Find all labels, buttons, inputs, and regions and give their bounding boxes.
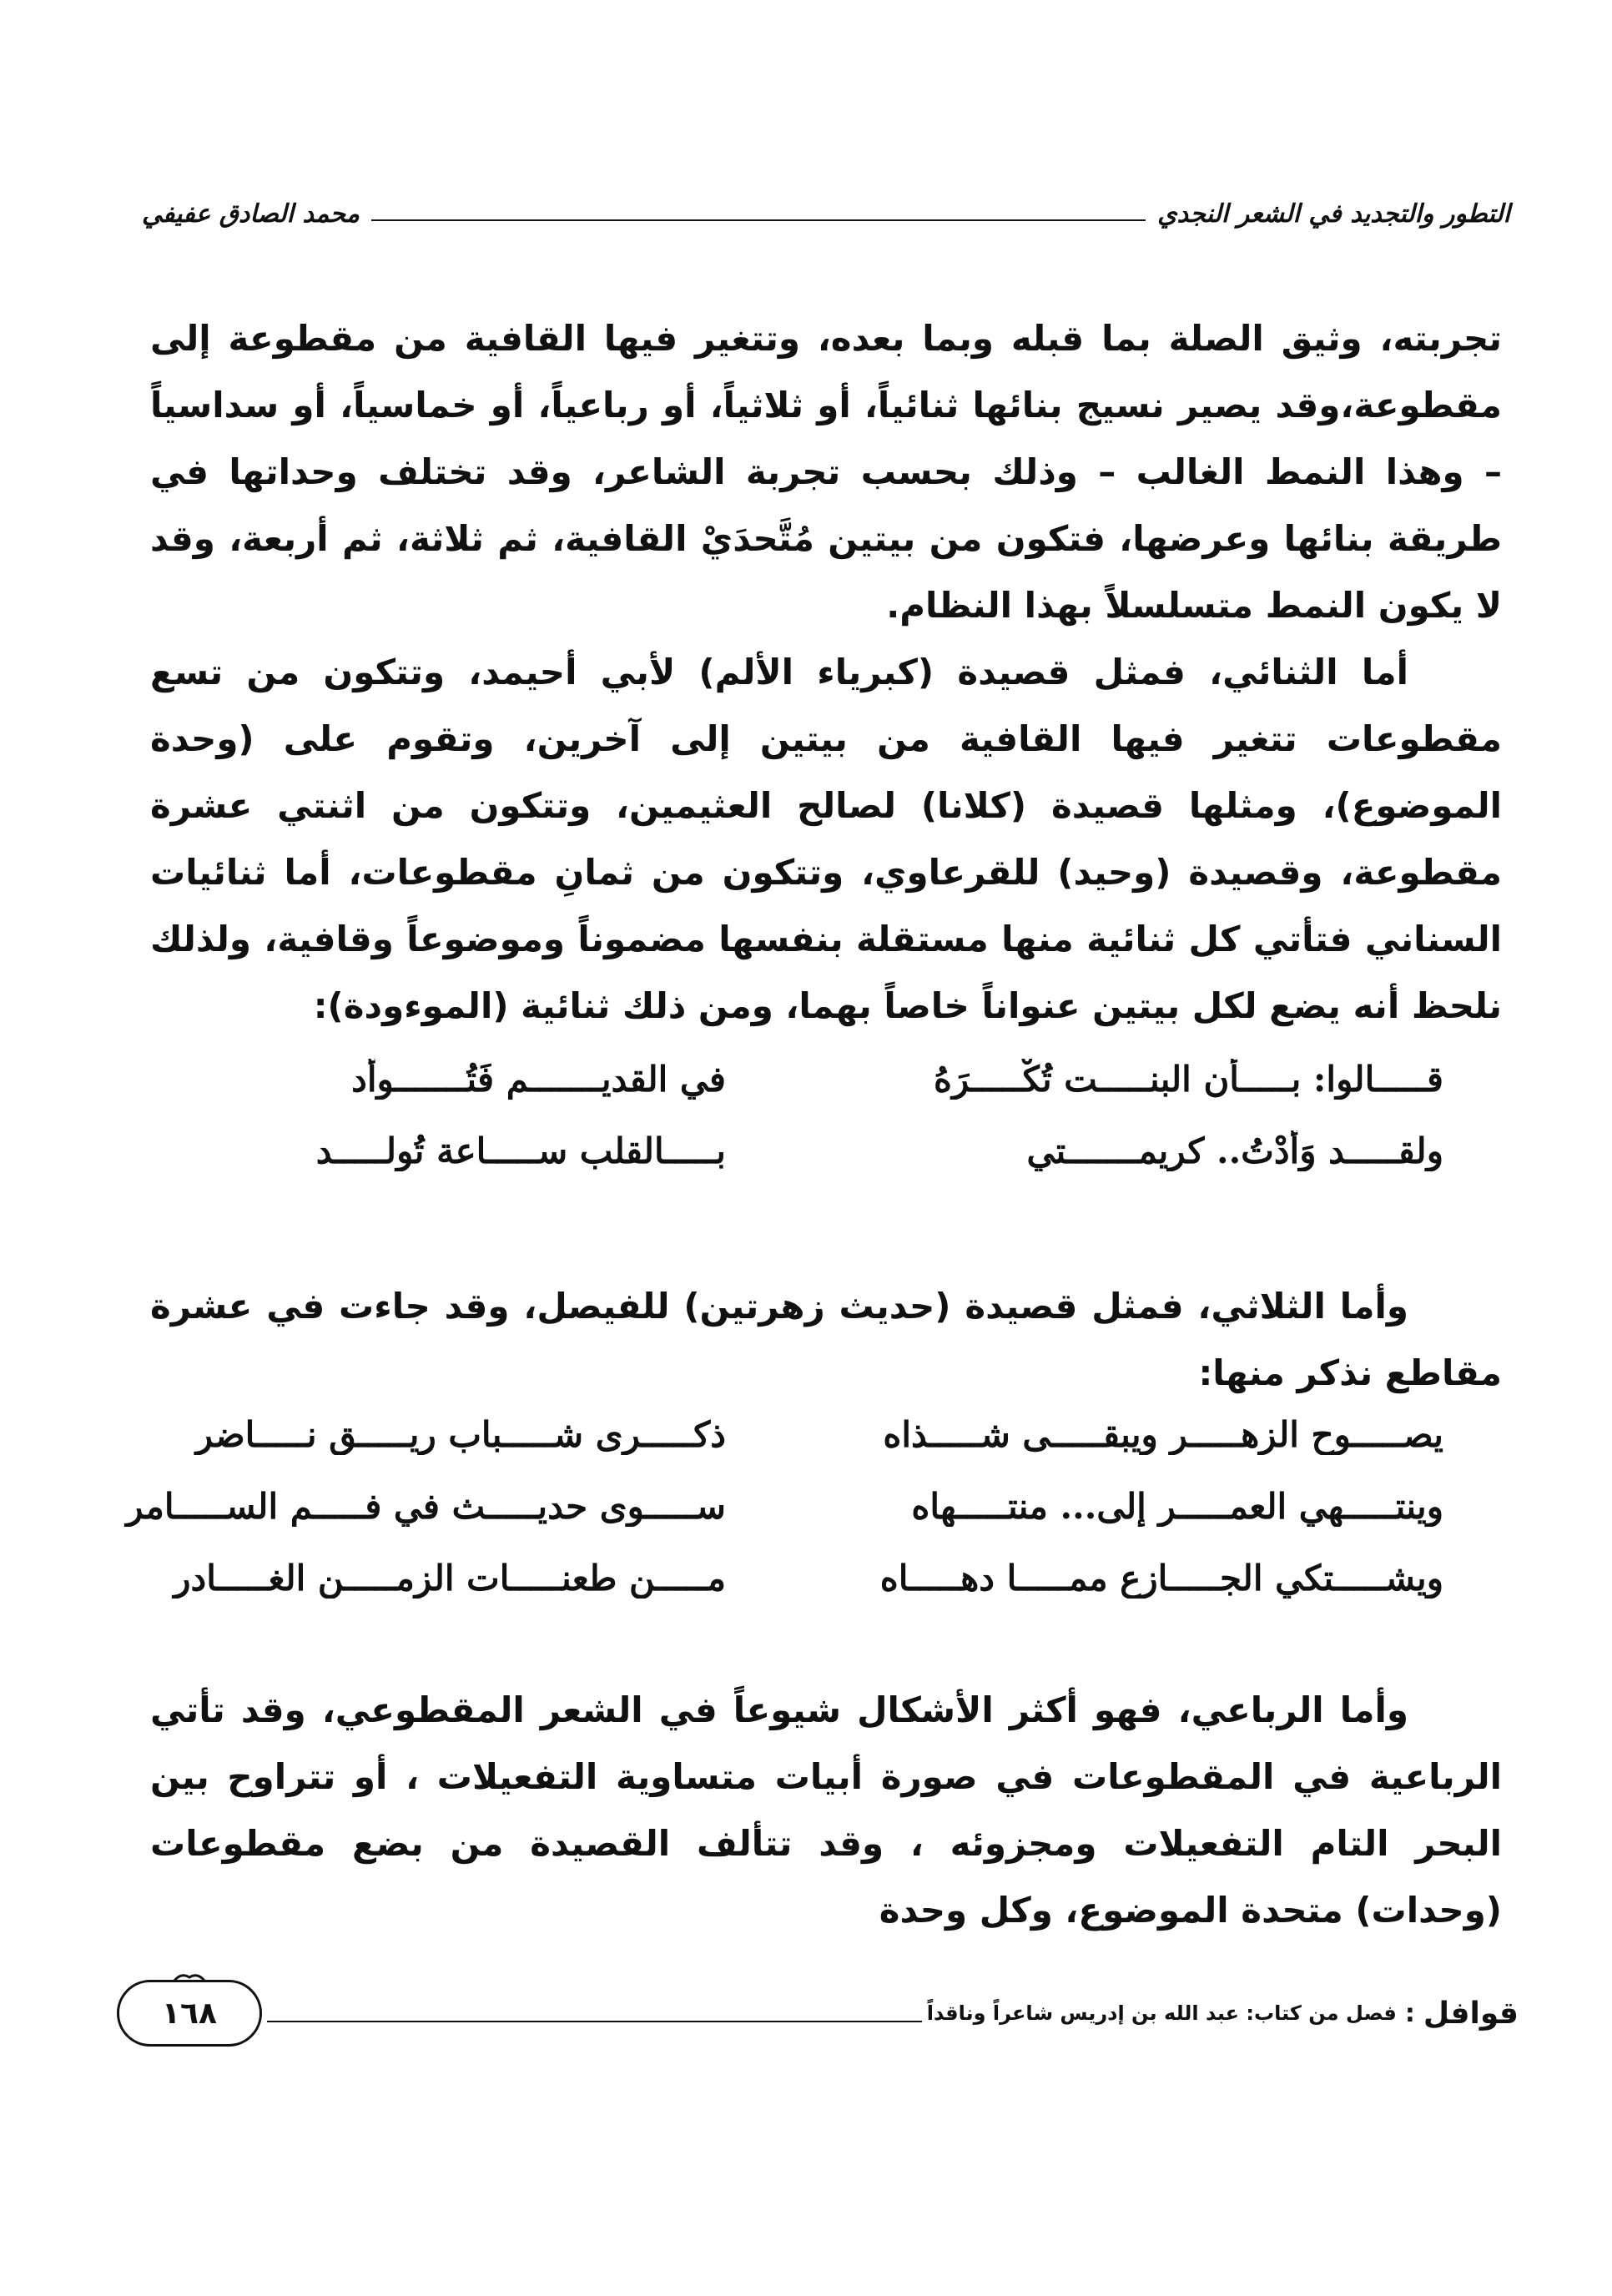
verse-line bbox=[75, 1398, 1443, 1470]
verse-second-hemistich: مـــــن طعنـــــات الزمـــــن الغـــــادر bbox=[174, 1557, 726, 1599]
page-number: ١٦٨ bbox=[162, 1996, 217, 2031]
ornament-icon bbox=[173, 1971, 206, 1982]
paragraph-4-text: وأما الرباعي، فهو أكثر الأشكال شيوعاً في الشعر المقطوعي، وقد تأتي الرباعية في المقطوعات في صورة أبيات متساوية التفعيلات ، أو تتراوح بين البحر التام التفعيلات ومجزوئه ، وقد تتألف القصيدة من بضع مقطوعات (وحدات) متحدة الموضوع، وكل وحدة bbox=[150, 1689, 1502, 1931]
footer-separator: : bbox=[1404, 1998, 1415, 2028]
footer-brand: قوافل bbox=[1423, 1996, 1519, 2031]
footer-book-title: فصل من كتاب: عبد الله بن إدريس شاعراً وناقداً bbox=[926, 2001, 1397, 2025]
footer-rule bbox=[267, 2021, 922, 2022]
page-footer bbox=[117, 1976, 1519, 2051]
verse-second-hemistich: بـــــالقلب ســـــاعة تُولـــــد bbox=[315, 1130, 726, 1171]
paragraph-4 bbox=[150, 1677, 1502, 1944]
paragraph-2-text: أما الثنائي، فمثل قصيدة (كبرياء الألم) لأبي أحيمد، وتتكون من تسع مقطوعات تتغير فيها القافية من بيتين إلى آخرين، وتقوم على (وحدة الموضوع)، ومثلها قصيدة (كلانا) لصالح العثيمين، وتتكون من اثنتي عشرة مقطوعة، وقصيدة (وحيد) للقرعاوي، وتتكون من ثمانِ مقطوعات، أما ثنائيات السناني فتأتي كل ثنائية منها مستقلة بنفسها مضموناً وموضوعاً وقافية، ولذلك نلحظ أنه يضع لكل بيتين عنواناً خاصاً بهما، ومن ذلك ثنائية (الموءودة): bbox=[150, 652, 1502, 1026]
paragraph-3 bbox=[150, 1273, 1502, 1407]
verse-line bbox=[75, 1470, 1443, 1542]
page-number-badge bbox=[117, 1980, 262, 2047]
verse-first-hemistich: ويشـــــتكي الجـــــازع ممـــــا دهـــــاه bbox=[879, 1557, 1443, 1599]
verse-second-hemistich: في القديـــــــم فَتُـــــــوأد bbox=[351, 1058, 726, 1100]
verse-block-2 bbox=[75, 1398, 1443, 1614]
header-book-title: التطور والتجديد في الشعر النجدي bbox=[1157, 199, 1510, 229]
verse-first-hemistich: قـــــالوا: بـــــأن البنـــــت تُكْـــــرَهُ bbox=[934, 1058, 1443, 1100]
paragraph-2 bbox=[150, 639, 1502, 1040]
verse-line bbox=[75, 1542, 1443, 1614]
verse-first-hemistich: يصـــــوح الزهـــــر ويبقـــــى شـــــذاه bbox=[883, 1413, 1443, 1455]
verse-first-hemistich: وينتـــــهي العمـــــر إلى... منتـــــهاه bbox=[911, 1485, 1443, 1527]
verse-line bbox=[75, 1115, 1443, 1186]
paragraph-1-text: تجربته، وثيق الصلة بما قبله وبما بعده، وتتغير فيها القافية من مقطوعة إلى مقطوعة،وقد يصير نسيج بنائها ثنائياً، أو ثلاثياً، أو رباعياً، أو خماسياً، أو سداسياً – وهذا النمط الغالب – وذلك بحسب تجربة الشاعر، وقد تختلف وحداتها في طريقة بنائها وعرضها، فتكون من بيتين مُتَّحدَيْ القافية، ثم ثلاثة، ثم أربعة، وقد لا يكون النمط متسلسلاً بهذا النظام. bbox=[150, 318, 1502, 626]
verse-second-hemistich: ســـــوى حديـــــث في فـــــم الســـــامر bbox=[126, 1485, 726, 1527]
verse-block-1 bbox=[75, 1043, 1443, 1186]
verse-line bbox=[75, 1043, 1443, 1115]
header-rule bbox=[371, 219, 1146, 221]
paragraph-3-text: وأما الثلاثي، فمثل قصيدة (حديث زهرتين) للفيصل، وقد جاءت في عشرة مقاطع نذكر منها: bbox=[150, 1286, 1502, 1393]
verse-first-hemistich: ولقـــــد وَأَدْتُ.. كريمـــــــتي bbox=[1026, 1130, 1443, 1171]
running-header bbox=[142, 189, 1510, 239]
header-author: محمد الصادق عفيفي bbox=[142, 199, 360, 229]
verse-second-hemistich: ذكـــــرى شـــــباب ريـــــق نـــــاضر bbox=[195, 1413, 726, 1455]
paragraph-1 bbox=[150, 305, 1502, 639]
